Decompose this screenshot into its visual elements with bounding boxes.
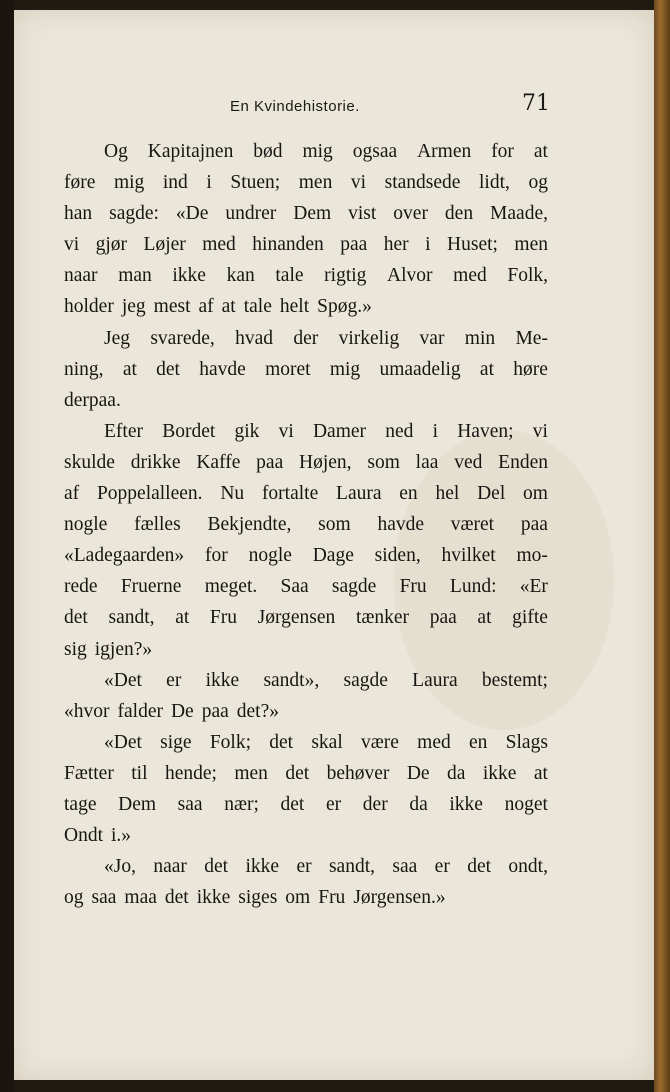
page-number: 71 xyxy=(522,91,550,116)
text-line: af Poppelalleen. Nu fortalte Laura en hel Del om xyxy=(64,483,548,505)
text-line: og saa maa det ikke siges om Fru Jørgensen.» xyxy=(64,887,446,909)
text-line: «Det sige Folk; det skal være med en Slags xyxy=(104,731,548,753)
text-line: det sandt, at Fru Jørgensen tænker paa at gifte xyxy=(64,607,548,629)
text-line: føre mig ind i Stuen; men vi standsede lidt, og xyxy=(64,172,548,194)
text-line: «Ladegaarden» for nogle Dage siden, hvilket mo- xyxy=(64,545,548,567)
text-line: nogle fælles Bekjendte, som havde været paa xyxy=(64,514,548,536)
text-line: Fætter til hende; men det behøver De da ikke at xyxy=(64,762,548,784)
running-title: En Kvindehistorie. xyxy=(230,98,360,115)
text-line: Og Kapitajnen bød mig ogsaa Armen for at xyxy=(104,141,548,162)
text-line: Jeg svarede, hvad der virkelig var min Me- xyxy=(104,327,548,349)
text-line: skulde drikke Kaffe paa Højen, som laa ved Enden xyxy=(64,451,548,473)
text-line: naar man ikke kan tale rigtig Alvor med Folk, xyxy=(64,265,548,287)
text-line: holder jeg mest af at tale helt Spøg.» xyxy=(64,296,372,318)
text-line: tage Dem saa nær; det er der da ikke noget xyxy=(64,793,548,815)
text-line: derpaa. xyxy=(64,389,121,411)
text-line: «hvor falder De paa det?» xyxy=(64,700,280,722)
text-line: Efter Bordet gik vi Damer ned i Haven; vi xyxy=(104,420,548,442)
book-spine-edge xyxy=(654,0,670,1092)
text-line: ning, at det havde moret mig umaadelig at høre xyxy=(64,358,548,380)
text-line: «Jo, naar det ikke er sandt, saa er det ondt, xyxy=(104,856,548,878)
text-line: «Det er ikke sandt», sagde Laura bestemt; xyxy=(104,669,548,691)
book-left-edge xyxy=(0,0,14,1092)
text-line: vi gjør Løjer med hinanden paa her i Huset; men xyxy=(64,234,548,256)
text-line: han sagde: «De undrer Dem vist over den Maade, xyxy=(64,203,548,225)
book-page xyxy=(14,10,654,1080)
page-header xyxy=(14,85,654,125)
text-line: rede Fruerne meget. Saa sagde Fru Lund: «Er xyxy=(64,576,548,598)
text-line: sig igjen?» xyxy=(64,638,153,660)
text-line: Ondt i.» xyxy=(64,825,132,847)
body-text xyxy=(64,136,548,913)
